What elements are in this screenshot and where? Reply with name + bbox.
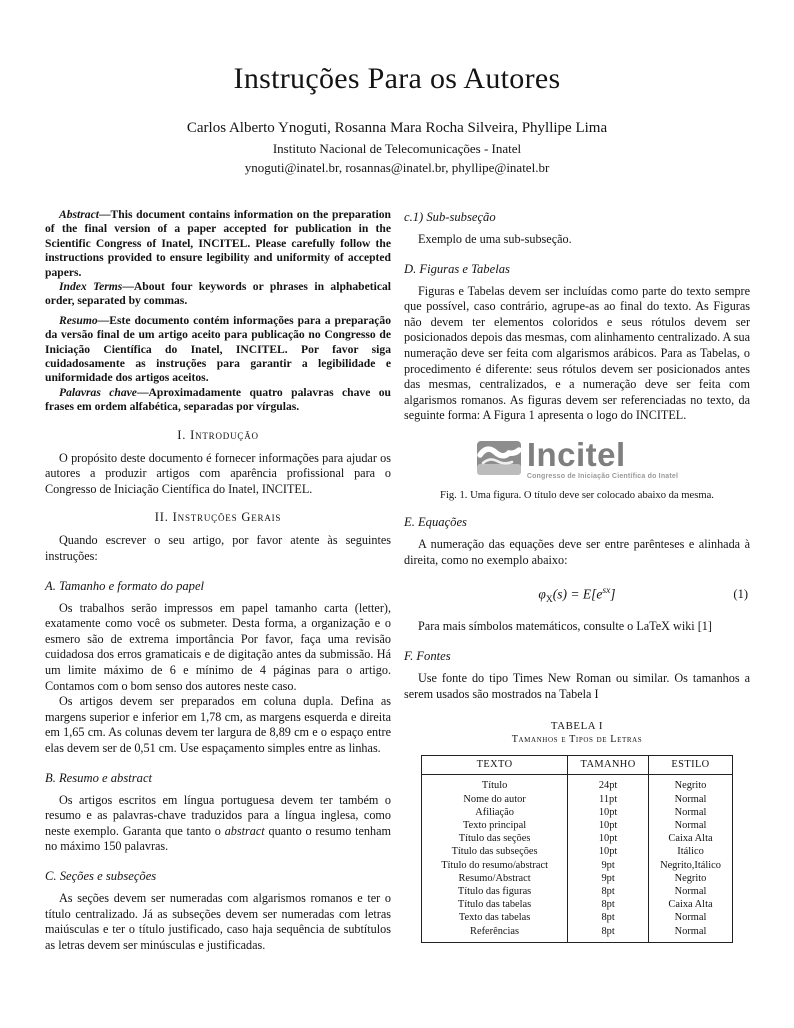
palavras-chave-paragraph xyxy=(45,386,391,415)
equation-number: (1) xyxy=(733,587,748,602)
cell-texto: Texto principal xyxy=(463,819,527,831)
equation-subscript: X xyxy=(545,595,553,606)
table-row xyxy=(422,793,733,806)
cell-tamanho: 10pt xyxy=(568,819,649,832)
equacoes-paragraph: A numeração das equações deve ser entre parênteses e alinhada à direita, como no exemplo abaixo: xyxy=(404,536,750,567)
table-row xyxy=(422,885,733,898)
font-sizes-table xyxy=(421,755,733,943)
incitel-logo xyxy=(476,435,679,480)
subsection-heading-secoes-subsecoes: C. Seções e subseções xyxy=(45,868,157,883)
cell-tamanho: 8pt xyxy=(568,885,649,898)
resumo-paragraph xyxy=(45,314,391,386)
author-emails: ynoguti@inatel.br, rosannas@inatel.br, phyllipe@inatel.br xyxy=(244,160,550,175)
paper-header xyxy=(0,62,794,176)
intro-paragraph: O propósito deste documento é fornecer informações para ajudar os autores a produzir artigos com aparência profissional para o Congresso de Iniciação Científica do Inatel, INCITEL. xyxy=(45,450,391,496)
incitel-wave-icon xyxy=(476,440,522,476)
instrucoes-gerais-paragraph: Quando escrever o seu artigo, por favor atente às seguintes instruções: xyxy=(45,533,391,564)
abstract-label: Abstract xyxy=(59,208,99,221)
cell-tamanho: 10pt xyxy=(568,806,649,819)
table-row xyxy=(422,859,733,872)
cell-estilo: Negrito,Itálico xyxy=(649,859,733,872)
cell-tamanho: 8pt xyxy=(568,898,649,911)
cell-texto: Título xyxy=(481,780,508,792)
cell-tamanho: 8pt xyxy=(568,925,649,943)
subsection-heading-tamanho-papel: A. Tamanho e formato do papel xyxy=(45,578,205,593)
index-terms-paragraph xyxy=(45,280,391,309)
table-1-caption-number: TABELA I xyxy=(550,720,604,733)
cell-estilo: Normal xyxy=(649,925,733,943)
subsection-heading-resumo-abstract: B. Resumo e abstract xyxy=(45,770,153,785)
cell-texto: Título das figuras xyxy=(457,885,532,897)
figure-1 xyxy=(404,435,750,501)
table-header-texto: TEXTO xyxy=(422,756,568,775)
equation-superscript: sx xyxy=(602,586,611,597)
table-1-caption-title: Tamanhos e Tipos de Letras xyxy=(511,734,643,746)
cell-tamanho: 8pt xyxy=(568,911,649,924)
incitel-logo-text-block xyxy=(526,435,679,480)
resumo-abstract-text-italic: abstract xyxy=(224,823,265,838)
index-terms-label: Index Terms xyxy=(59,280,123,294)
cell-texto: Nome do autor xyxy=(463,793,526,805)
cell-estilo: Itálico xyxy=(649,845,733,858)
subsection-heading-fontes: F. Fontes xyxy=(404,648,451,663)
author-names: Carlos Alberto Ynoguti, Rosanna Mara Rocha Silveira, Phyllipe Lima xyxy=(186,120,608,136)
abstract-text: —This document contains information on the preparation of the final version of a paper accepted for publication in the Scientific Congress of Inatel, INCITEL. Please carefully follow the instructions provided to ensure legibility and uniformity of accepted papers. xyxy=(45,208,391,279)
cell-estilo: Negrito xyxy=(649,775,733,793)
figuras-tabelas-paragraph: Figuras e Tabelas devem ser incluídas como parte do texto sempre que possível, caso contrário, agrupe-as ao final do texto. As Figuras não devem ter elementos coloridos e seus rótulos devem ser posicionados depois das mesmas, com alinhamento centralizado. A sua numeração deve ser feita com algarismos arábicos. Para as Tabelas, o procedimento é diferente: seus rótulos devem ser posicionados antes das mesmas, centralizados, e a numeração deve ser feita com algarismos romanos. As figuras devem ser referenciadas no texto, da seguinte forma: A Figura 1 apresenta o logo do INCITEL. xyxy=(404,283,750,423)
cell-tamanho: 10pt xyxy=(568,832,649,845)
cell-tamanho: 11pt xyxy=(568,793,649,806)
cell-tamanho: 24pt xyxy=(568,775,649,793)
cell-texto: Título das seções xyxy=(458,833,531,845)
table-row xyxy=(422,925,733,943)
table-row xyxy=(422,911,733,924)
abstract-paragraph xyxy=(45,208,391,280)
cell-texto: Afiliação xyxy=(475,806,514,818)
cell-tamanho: 9pt xyxy=(568,859,649,872)
index-terms-text: —About four keywords or phrases in alphabetical order, separated by commas. xyxy=(45,280,391,308)
table-header-row xyxy=(422,756,733,775)
left-column xyxy=(45,208,391,953)
tamanho-papel-paragraph-1: Os trabalhos serão impressos em papel tamanho carta (letter), exatamente como você os submeter. Desta forma, a organização e o esmero são de extrema importância Por favor, faça uma revisão cuidadosa dos erros gramaticais e de digitação antes da submissão. Há um limite máximo de 6 e mínimo de 4 páginas para o artigo. Contamos com o bom senso dos autores neste caso. xyxy=(45,600,391,693)
table-row xyxy=(422,819,733,832)
cell-texto: Referências xyxy=(470,925,520,937)
cell-tamanho: 9pt xyxy=(568,872,649,885)
right-column xyxy=(404,208,750,943)
equation-phi: φ xyxy=(538,586,546,602)
cell-estilo: Normal xyxy=(649,885,733,898)
cell-texto: Resumo/Abstract xyxy=(458,872,531,884)
equation-1 xyxy=(404,586,750,605)
figure-1-caption: Fig. 1. Uma figura. O título deve ser colocado abaixo da mesma. xyxy=(440,489,714,501)
table-row xyxy=(422,872,733,885)
sub-subsecao-paragraph: Exemplo de uma sub-subseção. xyxy=(418,232,572,246)
equation-middle: (s) = E[e xyxy=(552,586,603,602)
section-heading-introducao: I. Introdução xyxy=(177,427,259,442)
table-row xyxy=(422,832,733,845)
cell-estilo: Normal xyxy=(649,819,733,832)
subsection-heading-figuras-tabelas: D. Figuras e Tabelas xyxy=(404,261,510,276)
table-row xyxy=(422,806,733,819)
resumo-abstract-text-pre: Os artigos escritos em língua portuguesa devem ter também o resumo e as palavras-chave traduzidos para a língua inglesa, como neste exemplo. Garanta que tanto o xyxy=(45,792,391,838)
section-heading-instrucoes-gerais: II. Instruções Gerais xyxy=(154,510,282,525)
cell-estilo: Normal xyxy=(649,793,733,806)
palavras-chave-label: Palavras chave xyxy=(59,385,137,399)
tamanho-papel-paragraph-2: Os artigos devem ser preparados em coluna dupla. Defina as margens superior e inferior em 1,78 cm, as margens esquerda e direita em 1,65 cm. As colunas devem ter largura de 8,89 cm e o espaço entre elas devem ser de 0,51 cm. Use espaçamento simples entre as linhas. xyxy=(45,694,391,755)
table-row xyxy=(422,775,733,793)
cell-estilo: Negrito xyxy=(649,872,733,885)
resumo-abstract-text-post: quanto o resumo tenham no máximo 150 palavras. xyxy=(45,823,392,854)
table-header-estilo: ESTILO xyxy=(649,756,733,775)
cell-texto: Título do resumo/abstract xyxy=(441,859,548,871)
cell-tamanho: 10pt xyxy=(568,845,649,858)
table-row xyxy=(422,845,733,858)
incitel-logo-wordmark: Incitel xyxy=(526,435,626,473)
cell-texto: Título das tabelas xyxy=(457,899,532,911)
table-row xyxy=(422,898,733,911)
page-title: Instruções Para os Autores xyxy=(233,62,561,95)
affiliation: Instituto Nacional de Telecomunicações - Inatel xyxy=(272,141,522,156)
latex-wiki-paragraph: Para mais símbolos matemáticos, consulte o LaTeX wiki [1] xyxy=(418,619,712,634)
cell-texto: Título das subseções xyxy=(451,846,538,858)
table-header-tamanho: TAMANHO xyxy=(568,756,649,775)
cell-estilo: Caixa Alta xyxy=(649,832,733,845)
cell-estilo: Caixa Alta xyxy=(649,898,733,911)
resumo-text: —Este documento contém informações para a preparação da versão final de um artigo aceito para publicação no Congresso de Iniciação Científica do Inatel, INCITEL. Por favor siga cuidadosamente as instruções para garantir a legibilidade e uniformidade dos artigos aceitos. xyxy=(45,313,391,385)
cell-estilo: Normal xyxy=(649,806,733,819)
resumo-abstract-paragraph xyxy=(45,793,391,855)
secoes-subsecoes-paragraph: As seções devem ser numeradas com algarismos romanos e ter o título centralizado. Já as subseções devem ser numeradas com letras maiúsculas e ter o título justificado, caso haja sequência de subtítulos as letras devem ser minúsculas e justificadas. xyxy=(45,890,391,952)
fontes-paragraph: Use fonte do tipo Times New Roman ou similar. Os tamanhos a serem usados são mostrados na Tabela I xyxy=(404,670,750,701)
resumo-label: Resumo xyxy=(59,313,98,327)
palavras-chave-text: —Aproximadamente quatro palavras chave ou frases em ordem alfabética, separadas por vírgulas. xyxy=(45,385,391,414)
incitel-logo-subtitle: Congresso de Iniciação Científica do Inatel xyxy=(526,472,679,480)
cell-estilo: Normal xyxy=(649,911,733,924)
subsection-heading-equacoes: E. Equações xyxy=(404,514,467,529)
equation-close-bracket: ] xyxy=(610,586,616,602)
cell-texto: Texto das tabelas xyxy=(458,912,531,924)
subsubsection-heading-sub-subsecao: c.1) Sub-subseção xyxy=(404,210,496,224)
